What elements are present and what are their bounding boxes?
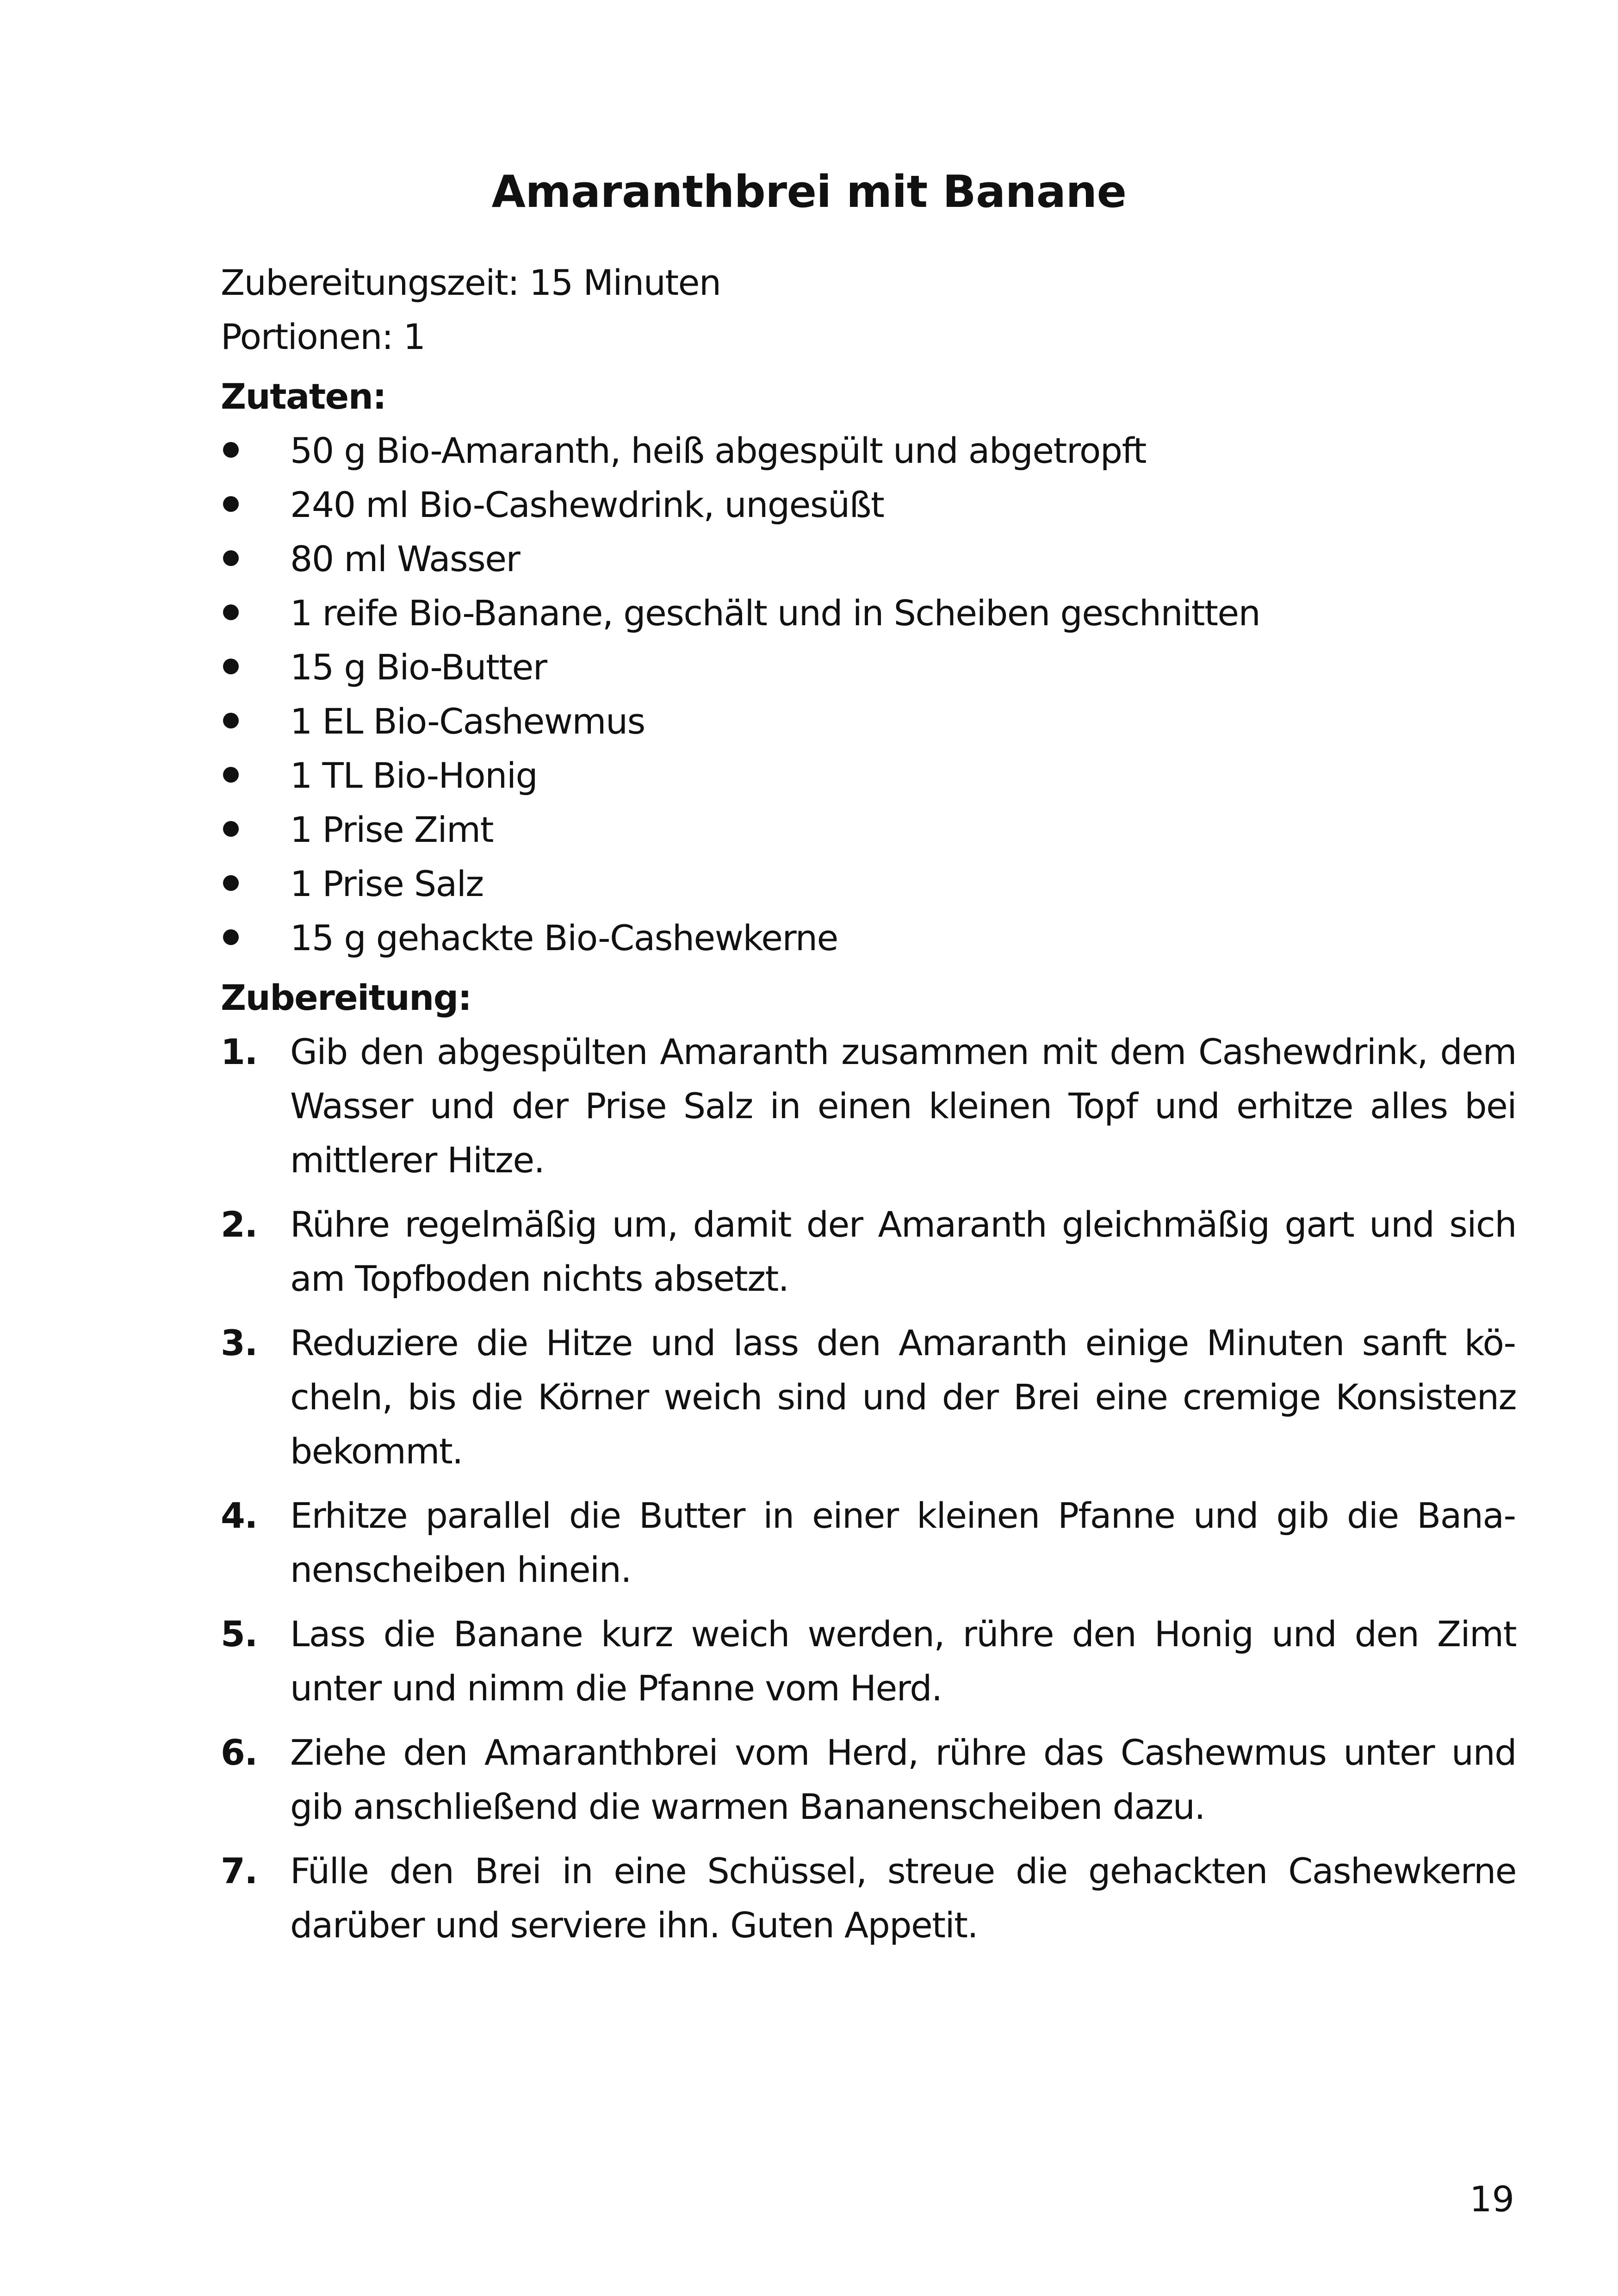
servings: Portionen: 1: [221, 316, 425, 357]
preparation-steps: [221, 1025, 1516, 1952]
ingredients-list: [221, 423, 1516, 965]
bullet-icon: [223, 713, 239, 728]
page-number: 19: [1469, 2178, 1514, 2220]
bullet-icon: [223, 496, 239, 512]
step-number: 6.: [221, 1732, 257, 1773]
ingredient-text: 15 g gehackte Bio-Cashewkerne: [290, 917, 838, 958]
ingredient-text: 15 g Bio-Butter: [290, 647, 547, 688]
step-item: [221, 1488, 1516, 1597]
ingredient-text: 240 ml Bio-Cashewdrink, ungesüßt: [290, 484, 884, 525]
ingredient-item: [221, 586, 1516, 640]
step-item: [221, 1725, 1516, 1834]
step-number: 1.: [221, 1031, 257, 1072]
ingredient-item: [221, 857, 1516, 911]
ingredient-text: 1 TL Bio-Honig: [290, 755, 538, 796]
recipe-title: Amaranthbrei mit Banane: [491, 167, 1127, 218]
ingredients-heading: Zutaten:: [221, 376, 386, 417]
step-number: 4.: [221, 1495, 257, 1536]
bullet-icon: [223, 875, 239, 891]
ingredient-item: [221, 478, 1516, 532]
ingredient-text: 1 Prise Zimt: [290, 809, 493, 850]
ingredient-item: [221, 694, 1516, 748]
step-number: 2.: [221, 1204, 257, 1245]
bullet-icon: [223, 604, 239, 620]
step-item: [221, 1607, 1516, 1715]
ingredient-text: 80 ml Wasser: [290, 538, 520, 579]
ingredient-item: [221, 748, 1516, 803]
step-number: 7.: [221, 1850, 257, 1892]
ingredient-item: [221, 423, 1516, 478]
step-text: Lass die Banane kurz weich werden, rühre den Honig und den Zimt unter und nimm die Pfanne vom Herd.: [290, 1613, 1516, 1709]
ingredient-text: 1 reife Bio-Banane, geschält und in Scheiben geschnitten: [290, 592, 1260, 634]
step-text: Reduziere die Hitze und lass den Amaranth einige Minuten sanft köcheln, bis die Körner weich sind und der Brei eine cremige Konsistenz bekommt.: [290, 1322, 1516, 1472]
ingredient-item: [221, 640, 1516, 694]
ingredient-item: [221, 911, 1516, 965]
step-text: Ziehe den Amaranthbrei vom Herd, rühre das Cashewmus unter und gib anschließend die warmen Bananenscheiben dazu.: [290, 1732, 1516, 1827]
prep-time: Zubereitungszeit: 15 Minuten: [221, 262, 721, 303]
step-item: [221, 1197, 1516, 1306]
step-number: 5.: [221, 1613, 257, 1655]
ingredient-text: 50 g Bio-Amaranth, heiß abgespült und abgetropft: [290, 430, 1146, 471]
ingredient-item: [221, 532, 1516, 586]
bullet-icon: [223, 821, 239, 837]
ingredient-text: 1 EL Bio-Cashewmus: [290, 701, 645, 742]
step-text: Fülle den Brei in eine Schüssel, streue die gehackten Cashewkerne darüber und serviere ihn. Guten Appetit.: [290, 1850, 1516, 1946]
step-text: Rühre regelmäßig um, damit der Amaranth gleichmäßig gart und sich am Topfboden nichts absetzt.: [290, 1204, 1516, 1299]
step-item: [221, 1316, 1516, 1478]
ingredient-item: [221, 803, 1516, 857]
bullet-icon: [223, 550, 239, 566]
bullet-icon: [223, 659, 239, 674]
step-item: [221, 1844, 1516, 1952]
step-text: Gib den abgespülten Amaranth zusammen mit dem Cashewdrink, dem Wasser und der Prise Salz in einen kleinen Topf und erhitze alles bei mittlerer Hitze.: [290, 1031, 1516, 1181]
bullet-icon: [223, 442, 239, 458]
recipe-body: [221, 255, 1516, 1962]
preparation-heading: Zubereitung:: [221, 977, 471, 1018]
bullet-icon: [223, 767, 239, 783]
step-text: Erhitze parallel die Butter in einer kleinen Pfanne und gib die Bananenscheiben hinein.: [290, 1495, 1516, 1590]
bullet-icon: [223, 929, 239, 945]
step-number: 3.: [221, 1322, 257, 1363]
step-item: [221, 1025, 1516, 1187]
ingredient-text: 1 Prise Salz: [290, 863, 484, 904]
